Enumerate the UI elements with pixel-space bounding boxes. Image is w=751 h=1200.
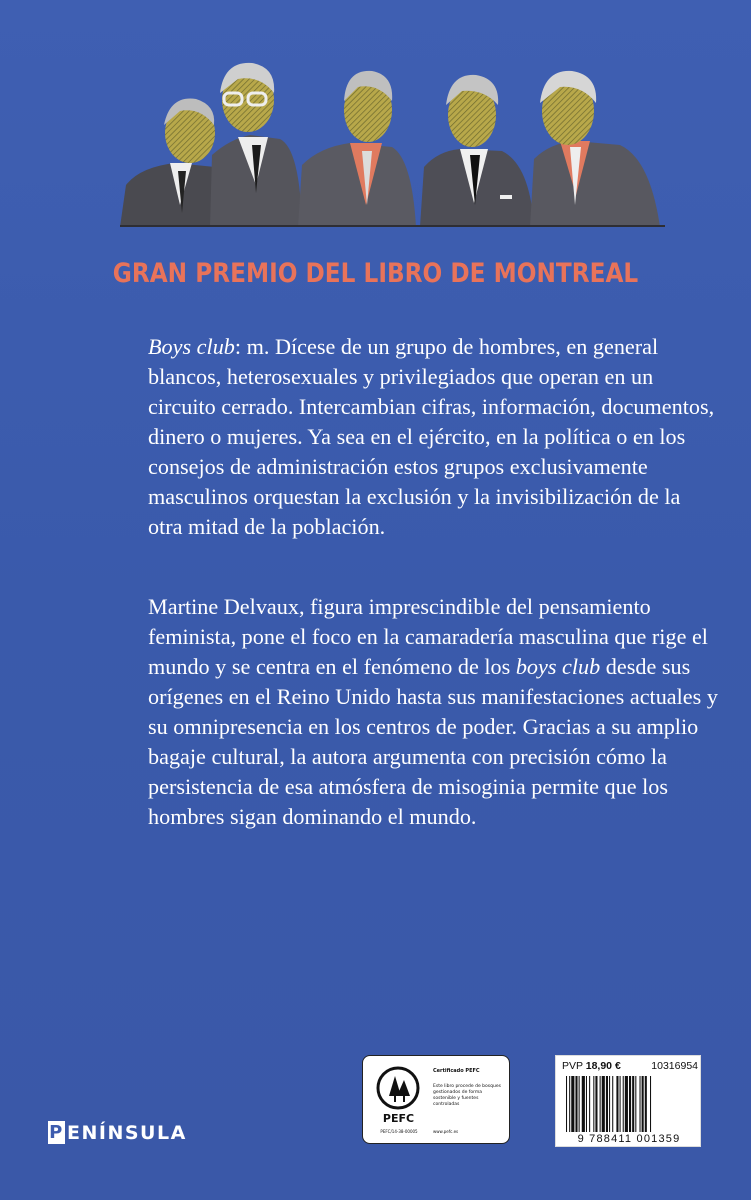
publisher-name: ENÍNSULA [67, 1121, 187, 1144]
pefc-text: Este libro procede de bosques gestionados de forma sostenible y fuentes controladas [433, 1084, 501, 1107]
pefc-code: PEFC/14-38-00005 [380, 1129, 418, 1134]
award-heading: GRAN PREMIO DEL LIBRO DE MONTREAL [112, 258, 639, 289]
price-line [562, 1060, 698, 1072]
pefc-certificate [362, 1055, 510, 1144]
pefc-title: Certificado PEFC [433, 1068, 480, 1074]
publisher-logo [48, 1121, 187, 1144]
price-label: PVP [562, 1060, 583, 1072]
man-4 [420, 75, 534, 227]
man-3 [298, 71, 416, 227]
pefc-url: www.pefc.es [433, 1129, 459, 1134]
author-text-start: Martine Delvaux, figura imprescindible del pensamiento feminista, pone el foco en la camaradería masculina que rige el mundo y se centra en el fenómeno de los [148, 594, 708, 679]
pefc-tree-icon [371, 1066, 426, 1136]
blurb-paragraph-1 [148, 332, 718, 542]
author-text-end: desde sus orígenes en el Reino Unido hasta sus manifestaciones actuales y su omnipresencia en los centros de poder. Gracias a su amplio bagaje cultural, la autora argumenta con precisión cómo la persistencia de esa atmósfera de misoginia permite que los hombres sigan dominando el mundo. [148, 654, 718, 829]
five-men-illustration [120, 55, 665, 227]
blurb-paragraph-2 [148, 592, 718, 832]
boys-club-italic: boys club [515, 654, 601, 679]
barcode-label [555, 1055, 701, 1147]
isbn-digits: 9 788411 001359 [577, 1133, 681, 1145]
man-2 [210, 63, 302, 227]
price-amount: 18,90 € [585, 1060, 621, 1072]
price-code: 10316954 [651, 1060, 698, 1072]
pefc-word: PEFC [382, 1112, 415, 1125]
barcode-icon [564, 1076, 694, 1132]
man-5 [530, 71, 660, 227]
definition-text: : m. Dícese de un grupo de hombres, en general blancos, heterosexuales y privilegiados que operan en un circuito cerrado. Intercambian cifras, información, documentos, dinero o mujeres. Ya sea en el ejército, en la política o en los consejos de administración estos grupos exclusivamente masculinos orquestan la exclusión y la invisibilización de la otra mitad de la población. [148, 334, 715, 539]
boys-club-term: Boys club [148, 334, 235, 359]
publisher-logo-mark: P [49, 1122, 64, 1143]
